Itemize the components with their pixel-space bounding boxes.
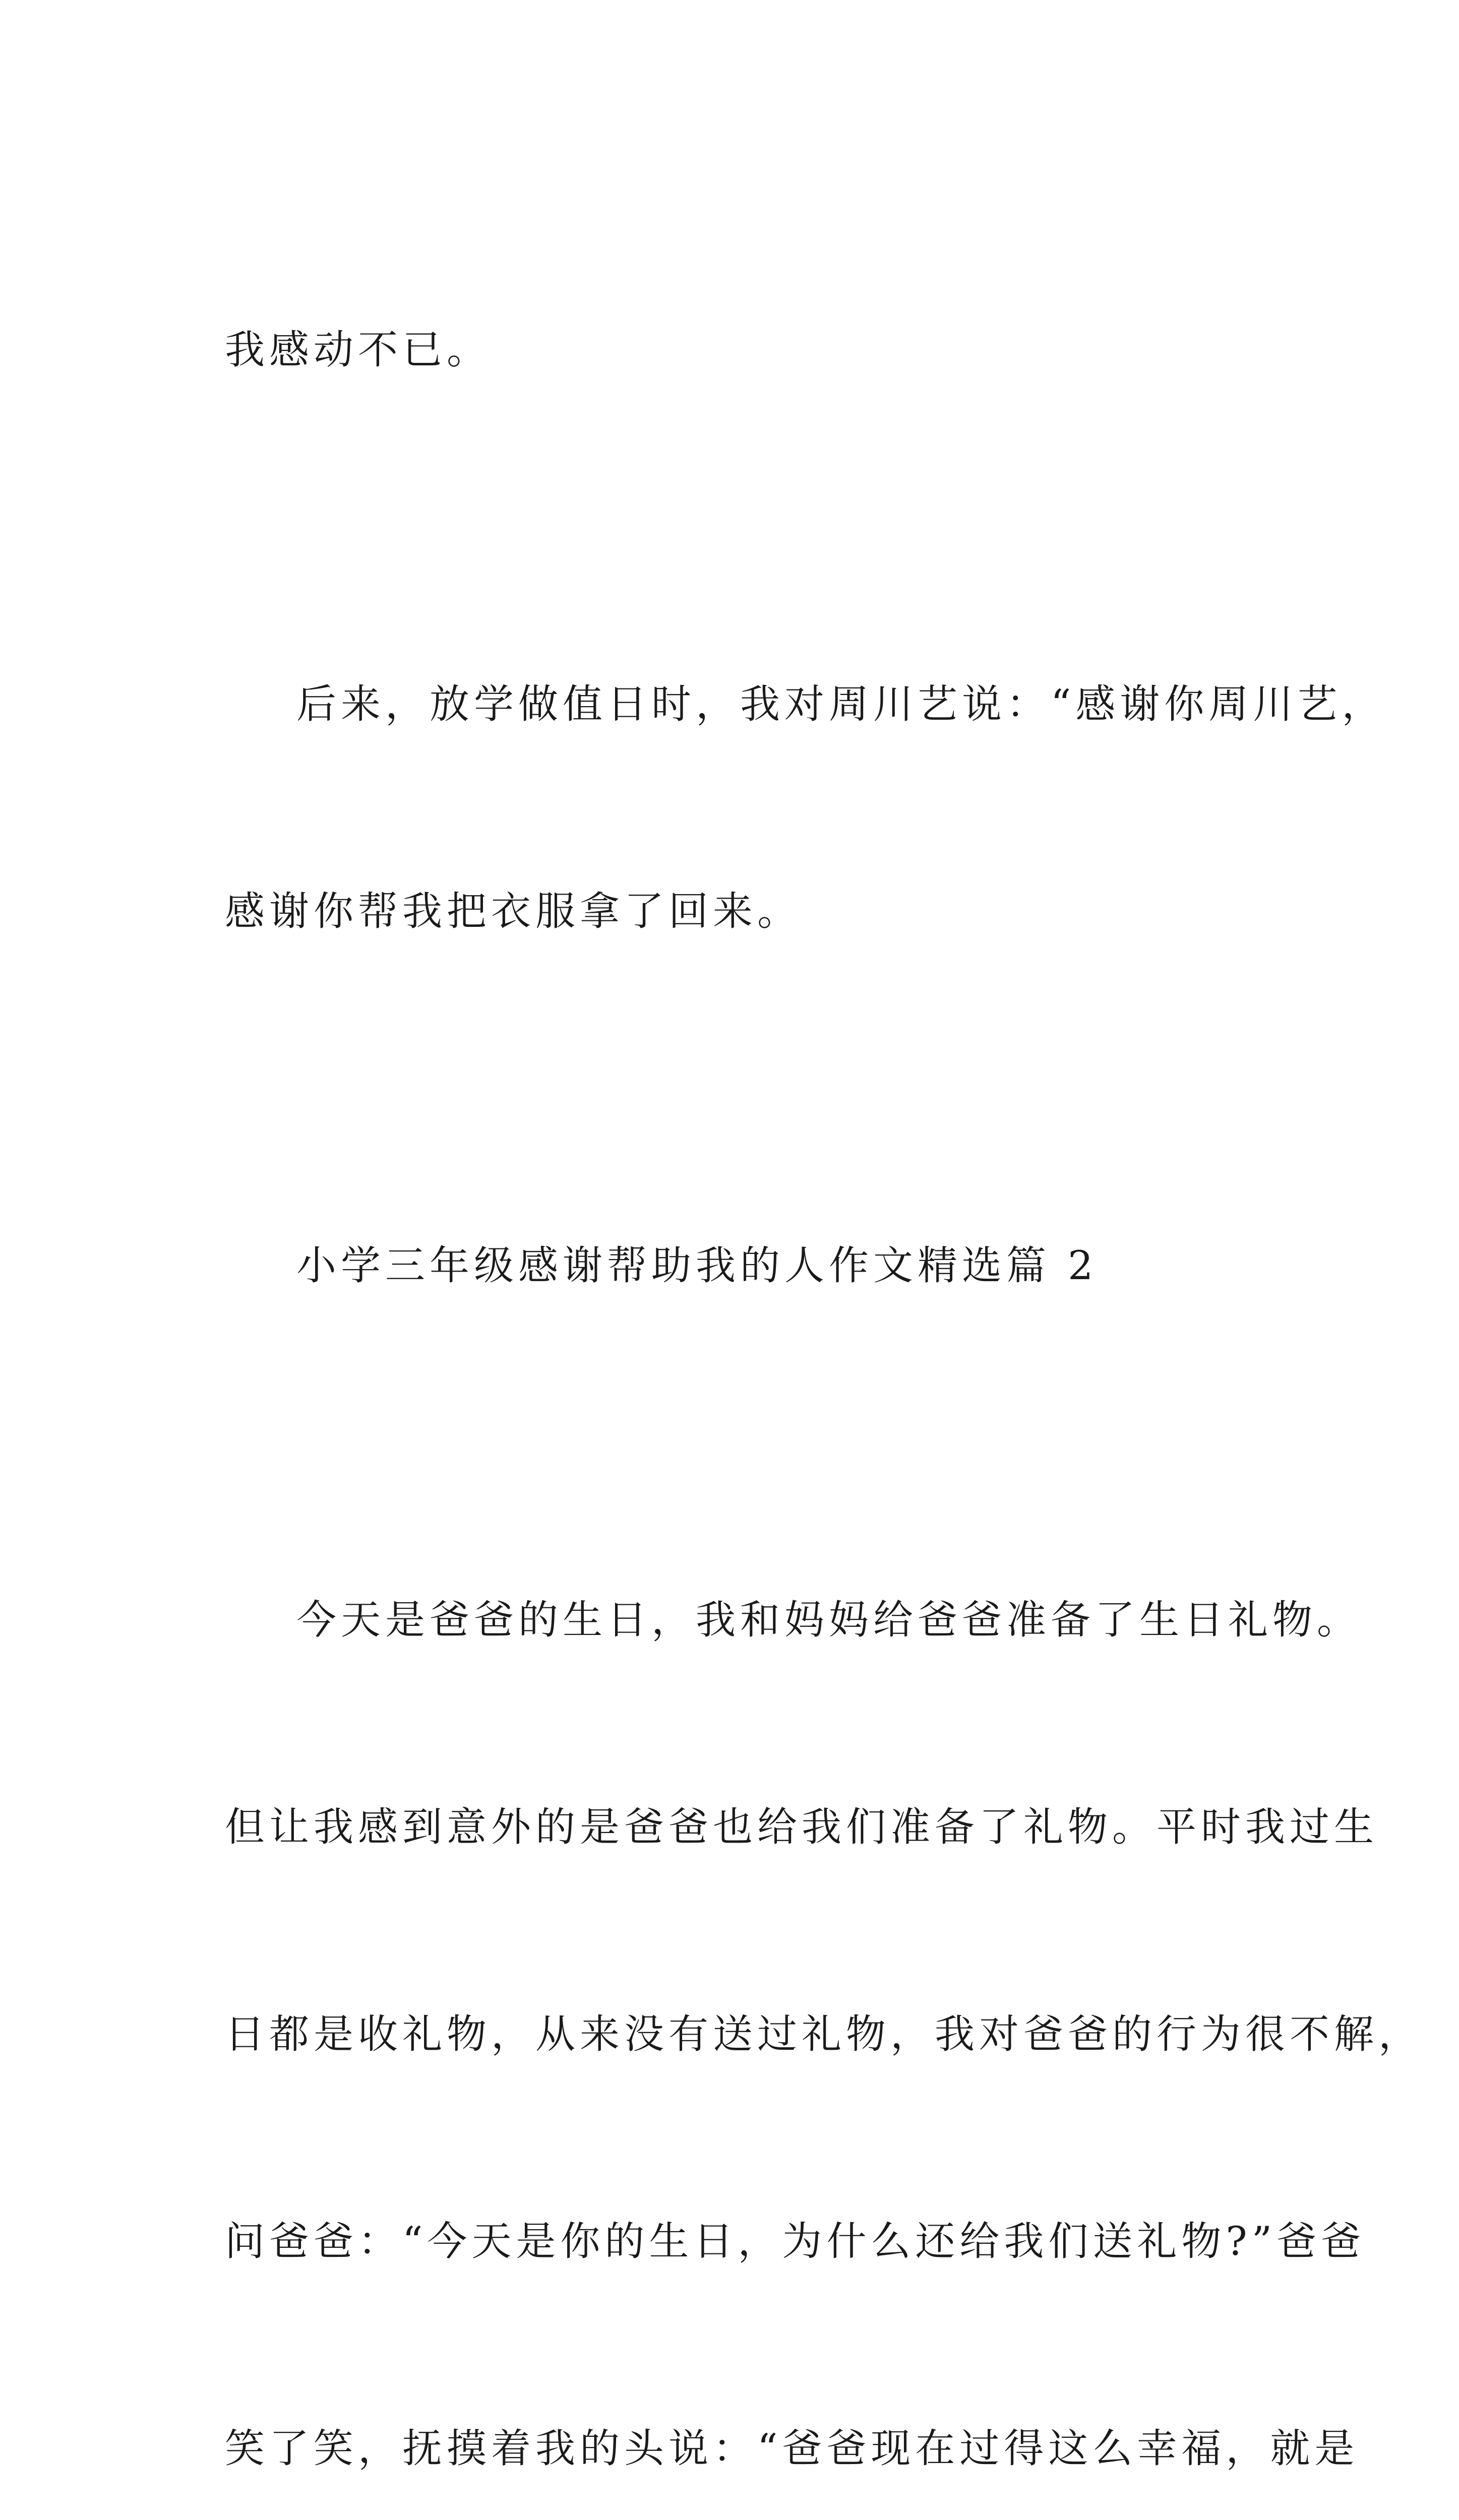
text-line: 但让我感到意外的是爸爸也给我们准备了礼物。平时我过生 (225, 1804, 1378, 1850)
text-line: 笑了笑，抚摸着我的头说：“爸爸现在过得这么幸福，就是 (225, 2425, 1359, 2472)
document-body (225, 177, 1423, 2520)
text-line: 日都是收礼物，从来没有送过礼物，我对爸爸的行为很不解， (225, 2011, 1423, 2057)
section-title: 小学三年级感谢帮助我的人作文精选篇 2 (296, 1242, 1098, 1289)
paragraph-2 (225, 532, 1386, 1084)
text-line: 问爸爸：“今天是你的生日，为什么还给我们送礼物?”爸爸 (225, 2218, 1366, 2264)
paragraph-4 (225, 1447, 1423, 2520)
text-line: 今天是爸爸的生日，我和妈妈给爸爸准备了生日礼物。 (296, 1597, 1361, 1643)
text-line: 感谢你帮我把衣服拿了回来。 (225, 888, 802, 934)
text-line: 后来，放学做值日时，我对周川艺说：“感谢你周川艺， (296, 681, 1386, 727)
paragraph-1 (225, 177, 1241, 523)
section-heading (225, 1093, 1241, 1438)
text-line: 我感动不已。 (225, 327, 491, 373)
